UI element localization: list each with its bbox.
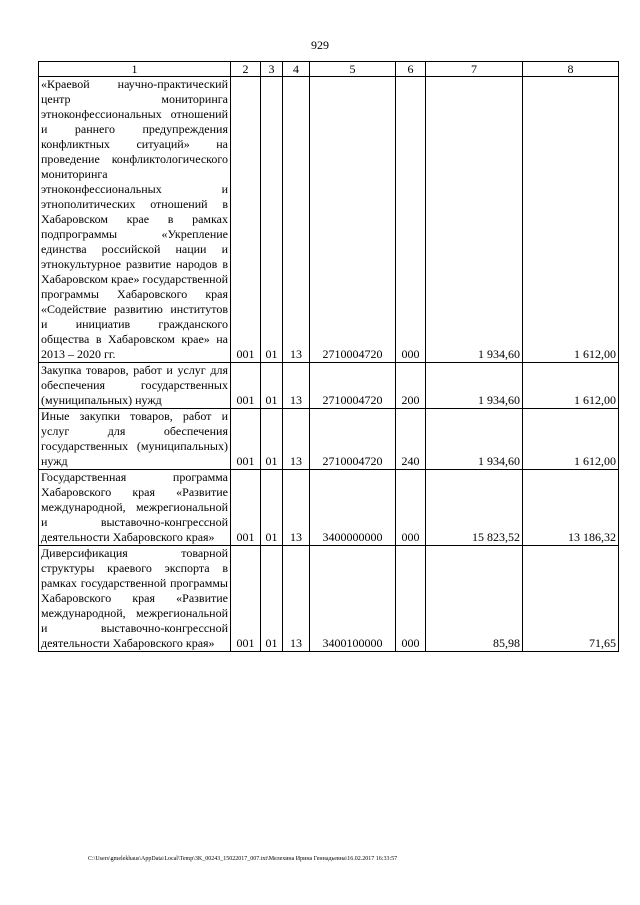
code-ministry: 001 (231, 363, 261, 409)
code-ministry: 001 (231, 409, 261, 470)
amount-col8: 1 612,00 (523, 77, 619, 363)
code-target-article: 2710004720 (310, 77, 396, 363)
code-expense-type: 000 (396, 470, 426, 546)
row-name: Иные закупки товаров, работ и услуг для обеспечения государственных (муниципальных) нужд (39, 409, 231, 470)
header-cell: 1 (39, 62, 231, 77)
amount-col8: 71,65 (523, 546, 619, 652)
header-cell: 8 (523, 62, 619, 77)
code-ministry: 001 (231, 77, 261, 363)
code-subsection: 13 (283, 546, 310, 652)
header-cell: 7 (426, 62, 523, 77)
table-row (39, 77, 619, 363)
code-subsection: 13 (283, 77, 310, 363)
code-section: 01 (261, 546, 283, 652)
table-header-row (39, 62, 619, 77)
code-section: 01 (261, 77, 283, 363)
code-expense-type: 000 (396, 77, 426, 363)
table-row (39, 409, 619, 470)
code-section: 01 (261, 470, 283, 546)
amount-col7: 1 934,60 (426, 363, 523, 409)
code-target-article: 3400100000 (310, 546, 396, 652)
file-path-footer: C:\Users\gmelekhaus\AppData\Local\Temp\3K_00243_15022017_007.txt\Мелехина Ирина Геннадьевна\16.02.2017 16:33:57 (88, 856, 398, 862)
code-section: 01 (261, 409, 283, 470)
table-row (39, 470, 619, 546)
amount-col7: 15 823,52 (426, 470, 523, 546)
budget-table (38, 61, 619, 652)
row-name: Государственная программа Хабаровского края «Развитие международной, межрегиональной и выставочно-конгрессной деятельности Хабаровского края» (39, 470, 231, 546)
amount-col8: 13 186,32 (523, 470, 619, 546)
amount-col8: 1 612,00 (523, 363, 619, 409)
code-expense-type: 200 (396, 363, 426, 409)
code-target-article: 3400000000 (310, 470, 396, 546)
code-expense-type: 000 (396, 546, 426, 652)
code-target-article: 2710004720 (310, 409, 396, 470)
code-section: 01 (261, 363, 283, 409)
table-row (39, 546, 619, 652)
code-ministry: 001 (231, 546, 261, 652)
amount-col7: 1 934,60 (426, 409, 523, 470)
page-number: 929 (311, 38, 329, 52)
amount-col7: 85,98 (426, 546, 523, 652)
row-name: «Краевой научно-практический центр мониторинга этноконфессиональных отношений и раннего предупреждения конфликтных ситуаций» на проведение конфликтологического мониторинга этноконфессиональных и этнополитических отношений в Хабаровском крае в рамках подпрограммы «Укрепление единства российской нации и этнокультурное развитие народов в Хабаровском крае» государственной программы Хабаровского края «Содействие развитию институтов и инициатив гражданского общества в Хабаровском крае» на 2013 – 2020 гг. (39, 77, 231, 363)
header-cell: 4 (283, 62, 310, 77)
row-name: Диверсификация товарной структуры краевого экспорта в рамках государственной программы Хабаровского края «Развитие международной, межрегиональной и выставочно-конгрессной деятельности Хабаровского края» (39, 546, 231, 652)
header-cell: 6 (396, 62, 426, 77)
amount-col8: 1 612,00 (523, 409, 619, 470)
code-expense-type: 240 (396, 409, 426, 470)
amount-col7: 1 934,60 (426, 77, 523, 363)
header-cell: 2 (231, 62, 261, 77)
code-subsection: 13 (283, 409, 310, 470)
code-subsection: 13 (283, 470, 310, 546)
table-row (39, 363, 619, 409)
header-cell: 5 (310, 62, 396, 77)
row-name: Закупка товаров, работ и услуг для обеспечения государственных (муниципальных) нужд (39, 363, 231, 409)
code-ministry: 001 (231, 470, 261, 546)
code-subsection: 13 (283, 363, 310, 409)
code-target-article: 2710004720 (310, 363, 396, 409)
header-cell: 3 (261, 62, 283, 77)
